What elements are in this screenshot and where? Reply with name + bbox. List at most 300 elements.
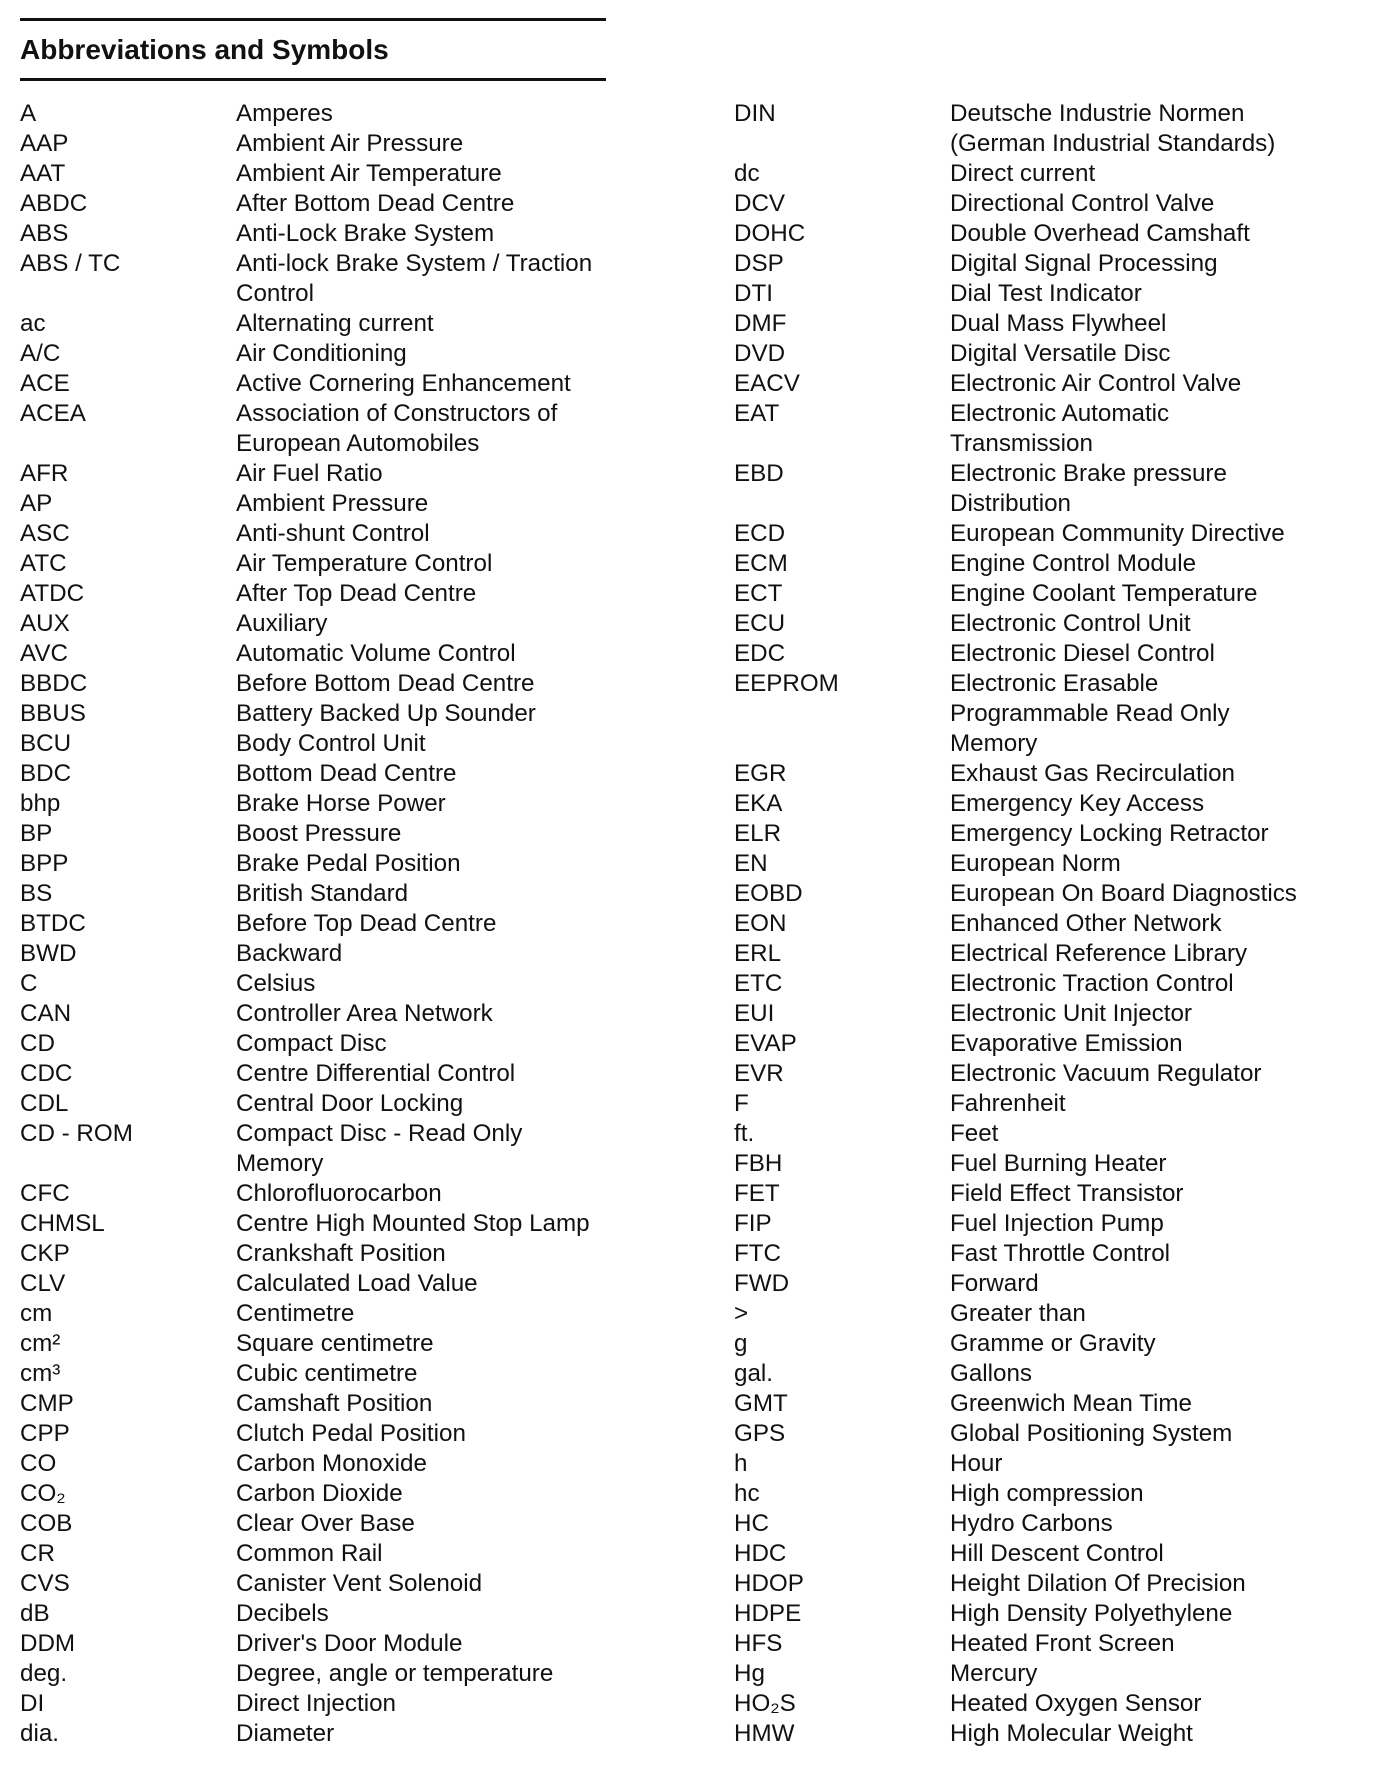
abbreviation: EEPROM — [734, 670, 839, 697]
meaning-line: Global Positioning System — [950, 1420, 1233, 1447]
right-column — [734, 99, 1354, 1749]
abbreviation: cm² — [20, 1330, 61, 1357]
meaning-line: Programmable Read Only — [950, 700, 1230, 727]
meaning-line: Control — [236, 280, 314, 307]
meaning — [236, 1329, 620, 1359]
meaning-line: Double Overhead Camshaft — [950, 220, 1250, 247]
meaning-line: Air Conditioning — [236, 340, 407, 367]
abbreviation: EDC — [734, 640, 786, 667]
meaning-line: High Density Polyethylene — [950, 1600, 1233, 1627]
abbreviation: HDC — [734, 1540, 787, 1567]
meaning — [950, 1269, 1354, 1299]
abbreviation: CFC — [20, 1180, 70, 1207]
meaning-line: Fast Throttle Control — [950, 1240, 1171, 1267]
abbreviation-entry — [20, 759, 620, 789]
meaning-line: Transmission — [950, 430, 1093, 457]
meaning — [950, 339, 1354, 369]
abbreviation-entry — [734, 879, 1354, 909]
meaning-line: Cubic centimetre — [236, 1360, 418, 1387]
meaning-line: Dual Mass Flywheel — [950, 310, 1167, 337]
abbreviation: HO₂S — [734, 1690, 796, 1717]
meaning — [950, 909, 1354, 939]
meaning — [236, 579, 620, 609]
abbreviation: ASC — [20, 520, 70, 547]
abbreviation-entry — [734, 819, 1354, 849]
meaning — [950, 159, 1354, 189]
meaning-line: Central Door Locking — [236, 1090, 464, 1117]
abbreviation: EKA — [734, 790, 783, 817]
abbreviation: BPP — [20, 850, 69, 877]
abbreviation: deg. — [20, 1660, 68, 1687]
abbreviation-entry — [20, 939, 620, 969]
meaning-line: After Bottom Dead Centre — [236, 190, 515, 217]
abbreviation-entry — [734, 999, 1354, 1029]
abbreviation: CMP — [20, 1390, 74, 1417]
abbreviation-entry — [20, 99, 620, 129]
meaning — [236, 1239, 620, 1269]
abbreviation: cm³ — [20, 1360, 61, 1387]
abbreviation-entry — [20, 1329, 620, 1359]
meaning-line: Electronic Vacuum Regulator — [950, 1060, 1262, 1087]
meaning — [236, 1299, 620, 1329]
meaning — [950, 1659, 1354, 1689]
abbreviation-entry — [734, 1599, 1354, 1629]
abbreviation-entry — [734, 1149, 1354, 1179]
abbreviation: BDC — [20, 760, 72, 787]
meaning — [236, 1419, 620, 1449]
meaning-line: Crankshaft Position — [236, 1240, 446, 1267]
meaning-line: Anti-shunt Control — [236, 520, 430, 547]
abbreviation-entry — [734, 1479, 1354, 1509]
abbreviation: EON — [734, 910, 787, 937]
abbreviation: hc — [734, 1480, 760, 1507]
meaning-line: Height Dilation Of Precision — [950, 1570, 1246, 1597]
abbreviation-entry — [734, 849, 1354, 879]
abbreviation-entry — [20, 1689, 620, 1719]
abbreviation-entry — [734, 1659, 1354, 1689]
meaning-line: Engine Coolant Temperature — [950, 580, 1258, 607]
meaning-line: Digital Versatile Disc — [950, 340, 1171, 367]
abbreviation-entry — [734, 1329, 1354, 1359]
abbreviation-entry — [734, 1299, 1354, 1329]
meaning-line: Hill Descent Control — [950, 1540, 1164, 1567]
abbreviation: DTI — [734, 280, 773, 307]
meaning-line: Evaporative Emission — [950, 1030, 1183, 1057]
abbreviation-entry — [20, 1479, 620, 1509]
abbreviation-entry — [734, 249, 1354, 279]
abbreviation: ATDC — [20, 580, 85, 607]
page-title: Abbreviations and Symbols — [20, 34, 389, 65]
meaning — [950, 459, 1354, 519]
meaning-line: Electronic Air Control Valve — [950, 370, 1242, 397]
meaning-line: European On Board Diagnostics — [950, 880, 1297, 907]
meaning — [950, 939, 1354, 969]
abbreviation-entry — [20, 999, 620, 1029]
abbreviation-entry — [734, 939, 1354, 969]
title-rule-bottom — [20, 78, 606, 81]
abbreviation: GMT — [734, 1390, 788, 1417]
meaning-line: Decibels — [236, 1600, 329, 1627]
meaning — [950, 789, 1354, 819]
meaning-line: Auxiliary — [236, 610, 328, 637]
meaning — [950, 1479, 1354, 1509]
abbreviation: Hg — [734, 1660, 765, 1687]
abbreviation: DCV — [734, 190, 786, 217]
abbreviation: EAT — [734, 400, 780, 427]
abbreviation: AP — [20, 490, 53, 517]
abbreviation: cm — [20, 1300, 53, 1327]
abbreviation: DSP — [734, 250, 784, 277]
abbreviation-entry — [734, 279, 1354, 309]
meaning-line: Electronic Traction Control — [950, 970, 1234, 997]
meaning — [950, 1149, 1354, 1179]
abbreviation-entry — [734, 339, 1354, 369]
abbreviation: DVD — [734, 340, 786, 367]
meaning-line: Mercury — [950, 1660, 1038, 1687]
meaning — [236, 879, 620, 909]
abbreviation-entry — [20, 699, 620, 729]
meaning-line: Electrical Reference Library — [950, 940, 1248, 967]
meaning — [950, 579, 1354, 609]
abbreviation: EOBD — [734, 880, 803, 907]
meaning-line: Carbon Monoxide — [236, 1450, 427, 1477]
meaning-line: Centre Differential Control — [236, 1060, 516, 1087]
meaning — [236, 1629, 620, 1659]
abbreviation: DI — [20, 1690, 45, 1717]
meaning — [950, 879, 1354, 909]
abbreviation-entry — [734, 459, 1354, 519]
meaning — [236, 339, 620, 369]
meaning-line: Electronic Unit Injector — [950, 1000, 1192, 1027]
meaning — [236, 999, 620, 1029]
meaning — [950, 1539, 1354, 1569]
meaning — [950, 1449, 1354, 1479]
meaning-line: Centimetre — [236, 1300, 355, 1327]
meaning — [236, 909, 620, 939]
meaning — [950, 1629, 1354, 1659]
meaning — [236, 1479, 620, 1509]
meaning-line: Degree, angle or temperature — [236, 1660, 554, 1687]
abbreviation-entry — [734, 1179, 1354, 1209]
meaning — [950, 279, 1354, 309]
meaning — [950, 99, 1354, 159]
abbreviation: DIN — [734, 100, 776, 127]
meaning — [950, 1599, 1354, 1629]
abbreviation-entry — [20, 909, 620, 939]
meaning-line: Field Effect Transistor — [950, 1180, 1184, 1207]
meaning — [950, 609, 1354, 639]
meaning-line: Direct Injection — [236, 1690, 396, 1717]
meaning-line: Fuel Injection Pump — [950, 1210, 1164, 1237]
meaning-line: Directional Control Valve — [950, 190, 1215, 217]
abbreviation-entry — [20, 1389, 620, 1419]
abbreviation: A — [20, 100, 37, 127]
meaning-line: Anti-lock Brake System / Traction — [236, 250, 593, 277]
meaning — [950, 1359, 1354, 1389]
abbreviation: AAP — [20, 130, 69, 157]
meaning — [950, 1299, 1354, 1329]
abbreviation: AUX — [20, 610, 70, 637]
meaning-line: Boost Pressure — [236, 820, 402, 847]
abbreviation-entry — [20, 1059, 620, 1089]
abbreviation: A/C — [20, 340, 61, 367]
abbreviation: CD - ROM — [20, 1120, 133, 1147]
abbreviation-entry — [20, 1569, 620, 1599]
abbreviation: EGR — [734, 760, 787, 787]
abbreviation: ACEA — [20, 400, 86, 427]
meaning — [950, 309, 1354, 339]
meaning-line: Carbon Dioxide — [236, 1480, 403, 1507]
abbreviation-entry — [20, 1629, 620, 1659]
abbreviation-entry — [734, 1029, 1354, 1059]
meaning — [236, 939, 620, 969]
abbreviation-entry — [20, 549, 620, 579]
abbreviation: BBDC — [20, 670, 88, 697]
abbreviation: EUI — [734, 1000, 775, 1027]
abbreviation-entry — [20, 1209, 620, 1239]
abbreviation: FWD — [734, 1270, 790, 1297]
meaning — [950, 1509, 1354, 1539]
abbreviation-entry — [734, 1089, 1354, 1119]
meaning — [950, 1029, 1354, 1059]
abbreviation: HFS — [734, 1630, 783, 1657]
abbreviation-entry — [20, 1119, 620, 1179]
meaning — [950, 639, 1354, 669]
abbreviation-entry — [20, 1269, 620, 1299]
abbreviation: EVR — [734, 1060, 784, 1087]
meaning-line: Memory — [236, 1150, 324, 1177]
meaning-line: Calculated Load Value — [236, 1270, 478, 1297]
abbreviation-entry — [20, 1179, 620, 1209]
meaning-line: European Community Directive — [950, 520, 1285, 547]
abbreviation-entry — [734, 579, 1354, 609]
meaning-line: Dial Test Indicator — [950, 280, 1142, 307]
meaning — [236, 1689, 620, 1719]
meaning-line: Centre High Mounted Stop Lamp — [236, 1210, 590, 1237]
abbreviation-entry — [20, 579, 620, 609]
meaning — [236, 969, 620, 999]
meaning-line: High compression — [950, 1480, 1144, 1507]
abbreviation-entry — [20, 339, 620, 369]
meaning — [950, 219, 1354, 249]
meaning — [236, 819, 620, 849]
abbreviation: ECT — [734, 580, 783, 607]
meaning-line: Hour — [950, 1450, 1003, 1477]
meaning — [236, 669, 620, 699]
meaning — [236, 639, 620, 669]
abbreviation: FTC — [734, 1240, 782, 1267]
abbreviation: GPS — [734, 1420, 786, 1447]
meaning — [236, 219, 620, 249]
abbreviation: bhp — [20, 790, 61, 817]
abbreviation-entry — [734, 759, 1354, 789]
abbreviation: ECM — [734, 550, 788, 577]
abbreviation: dc — [734, 160, 760, 187]
abbreviation: BTDC — [20, 910, 86, 937]
meaning-line: Emergency Locking Retractor — [950, 820, 1269, 847]
abbreviation: CAN — [20, 1000, 72, 1027]
abbreviation: CLV — [20, 1270, 66, 1297]
abbreviation-entry — [734, 1359, 1354, 1389]
abbreviation-entry — [20, 1299, 620, 1329]
abbreviation: CKP — [20, 1240, 70, 1267]
abbreviation: CVS — [20, 1570, 70, 1597]
abbreviation-entry — [734, 669, 1354, 759]
abbreviation: ABDC — [20, 190, 88, 217]
meaning-line: Electronic Erasable — [950, 670, 1159, 697]
meaning-line: Air Fuel Ratio — [236, 460, 383, 487]
meaning — [950, 1689, 1354, 1719]
meaning-line: Hydro Carbons — [950, 1510, 1113, 1537]
abbreviation-entry — [734, 399, 1354, 459]
meaning — [236, 309, 620, 339]
meaning — [950, 1059, 1354, 1089]
meaning-line: Active Cornering Enhancement — [236, 370, 571, 397]
meaning — [236, 249, 620, 309]
meaning — [950, 999, 1354, 1029]
abbreviation-entry — [734, 639, 1354, 669]
abbreviation-entry — [734, 969, 1354, 999]
abbreviation: F — [734, 1090, 749, 1117]
abbreviation: BP — [20, 820, 53, 847]
meaning-line: Direct current — [950, 160, 1096, 187]
meaning — [236, 1059, 620, 1089]
abbreviation-entry — [20, 1719, 620, 1749]
meaning-line: Before Top Dead Centre — [236, 910, 497, 937]
abbreviation-entry — [20, 1659, 620, 1689]
meaning — [950, 1329, 1354, 1359]
abbreviation: FBH — [734, 1150, 783, 1177]
meaning-line: Feet — [950, 1120, 999, 1147]
meaning-line: Association of Constructors of — [236, 400, 558, 427]
abbreviation-entry — [20, 369, 620, 399]
meaning — [950, 969, 1354, 999]
meaning-line: Camshaft Position — [236, 1390, 433, 1417]
abbreviation-entry — [734, 1119, 1354, 1149]
abbreviation-entry — [20, 129, 620, 159]
meaning-line: Body Control Unit — [236, 730, 426, 757]
title-rule-top — [20, 18, 606, 21]
abbreviation: ABS — [20, 220, 69, 247]
abbreviation: HMW — [734, 1720, 795, 1747]
abbreviation: g — [734, 1330, 748, 1357]
meaning — [236, 1569, 620, 1599]
abbreviation: ERL — [734, 940, 782, 967]
abbreviation-entry — [734, 909, 1354, 939]
meaning — [236, 129, 620, 159]
meaning — [236, 399, 620, 459]
meaning — [950, 1209, 1354, 1239]
meaning-line: Electronic Control Unit — [950, 610, 1191, 637]
meaning-line: Brake Horse Power — [236, 790, 446, 817]
meaning-line: Forward — [950, 1270, 1039, 1297]
abbreviation-entry — [20, 609, 620, 639]
meaning — [236, 519, 620, 549]
abbreviation-entry — [20, 459, 620, 489]
meaning-line: European Norm — [950, 850, 1121, 877]
abbreviation: dB — [20, 1600, 50, 1627]
abbreviation-entry — [734, 1569, 1354, 1599]
abbreviation: EN — [734, 850, 768, 877]
meaning — [950, 1569, 1354, 1599]
meaning-line: Ambient Air Temperature — [236, 160, 502, 187]
abbreviation-entry — [20, 189, 620, 219]
meaning-line: Electronic Diesel Control — [950, 640, 1215, 667]
abbreviation: CR — [20, 1540, 55, 1567]
abbreviation: AVC — [20, 640, 68, 667]
meaning-line: Enhanced Other Network — [950, 910, 1222, 937]
meaning-line: Bottom Dead Centre — [236, 760, 457, 787]
abbreviation-entry — [20, 159, 620, 189]
meaning-line: Fuel Burning Heater — [950, 1150, 1167, 1177]
meaning — [236, 1449, 620, 1479]
meaning-line: Engine Control Module — [950, 550, 1197, 577]
abbreviation-entry — [734, 1689, 1354, 1719]
abbreviation-entry — [20, 489, 620, 519]
abbreviation-entry — [20, 669, 620, 699]
abbreviation: CO₂ — [20, 1480, 66, 1507]
meaning — [950, 249, 1354, 279]
abbreviation: ETC — [734, 970, 783, 997]
abbreviation: COB — [20, 1510, 73, 1537]
meaning — [236, 1119, 620, 1179]
abbreviation: DMF — [734, 310, 787, 337]
meaning — [236, 159, 620, 189]
abbreviation: CDL — [20, 1090, 69, 1117]
abbreviation: EBD — [734, 460, 784, 487]
meaning-line: British Standard — [236, 880, 409, 907]
abbreviation: h — [734, 1450, 748, 1477]
abbreviation-entry — [20, 399, 620, 459]
meaning-line: Compact Disc - Read Only — [236, 1120, 523, 1147]
meaning-line: Driver's Door Module — [236, 1630, 463, 1657]
meaning — [236, 609, 620, 639]
meaning-line: European Automobiles — [236, 430, 480, 457]
abbreviation-entry — [734, 1239, 1354, 1269]
meaning-line: Chlorofluorocarbon — [236, 1180, 442, 1207]
abbreviation-entry — [20, 1599, 620, 1629]
abbreviation: ft. — [734, 1120, 755, 1147]
abbreviation-entry — [734, 1209, 1354, 1239]
abbreviation: > — [734, 1300, 749, 1327]
meaning — [950, 399, 1354, 459]
abbreviation-entry — [734, 159, 1354, 189]
abbreviation-entry — [20, 1539, 620, 1569]
abbreviation: CD — [20, 1030, 55, 1057]
abbreviation-entry — [734, 1389, 1354, 1419]
abbreviation-entry — [734, 219, 1354, 249]
abbreviation-entry — [20, 639, 620, 669]
meaning — [950, 369, 1354, 399]
meaning-line: Backward — [236, 940, 343, 967]
meaning-line: Air Temperature Control — [236, 550, 493, 577]
meaning-line: Controller Area Network — [236, 1000, 493, 1027]
abbreviation-entry — [734, 1269, 1354, 1299]
meaning-line: Diameter — [236, 1720, 335, 1747]
meaning-line: Canister Vent Solenoid — [236, 1570, 483, 1597]
meaning-line: Ambient Pressure — [236, 490, 429, 517]
abbreviation-entry — [20, 729, 620, 759]
abbreviation-entry — [734, 1539, 1354, 1569]
meaning — [236, 369, 620, 399]
abbreviation: ATC — [20, 550, 67, 577]
abbreviation-entry — [20, 309, 620, 339]
abbreviation: FIP — [734, 1210, 772, 1237]
meaning — [950, 549, 1354, 579]
abbreviation-entry — [734, 369, 1354, 399]
abbreviation: CHMSL — [20, 1210, 105, 1237]
abbreviation: ACE — [20, 370, 70, 397]
